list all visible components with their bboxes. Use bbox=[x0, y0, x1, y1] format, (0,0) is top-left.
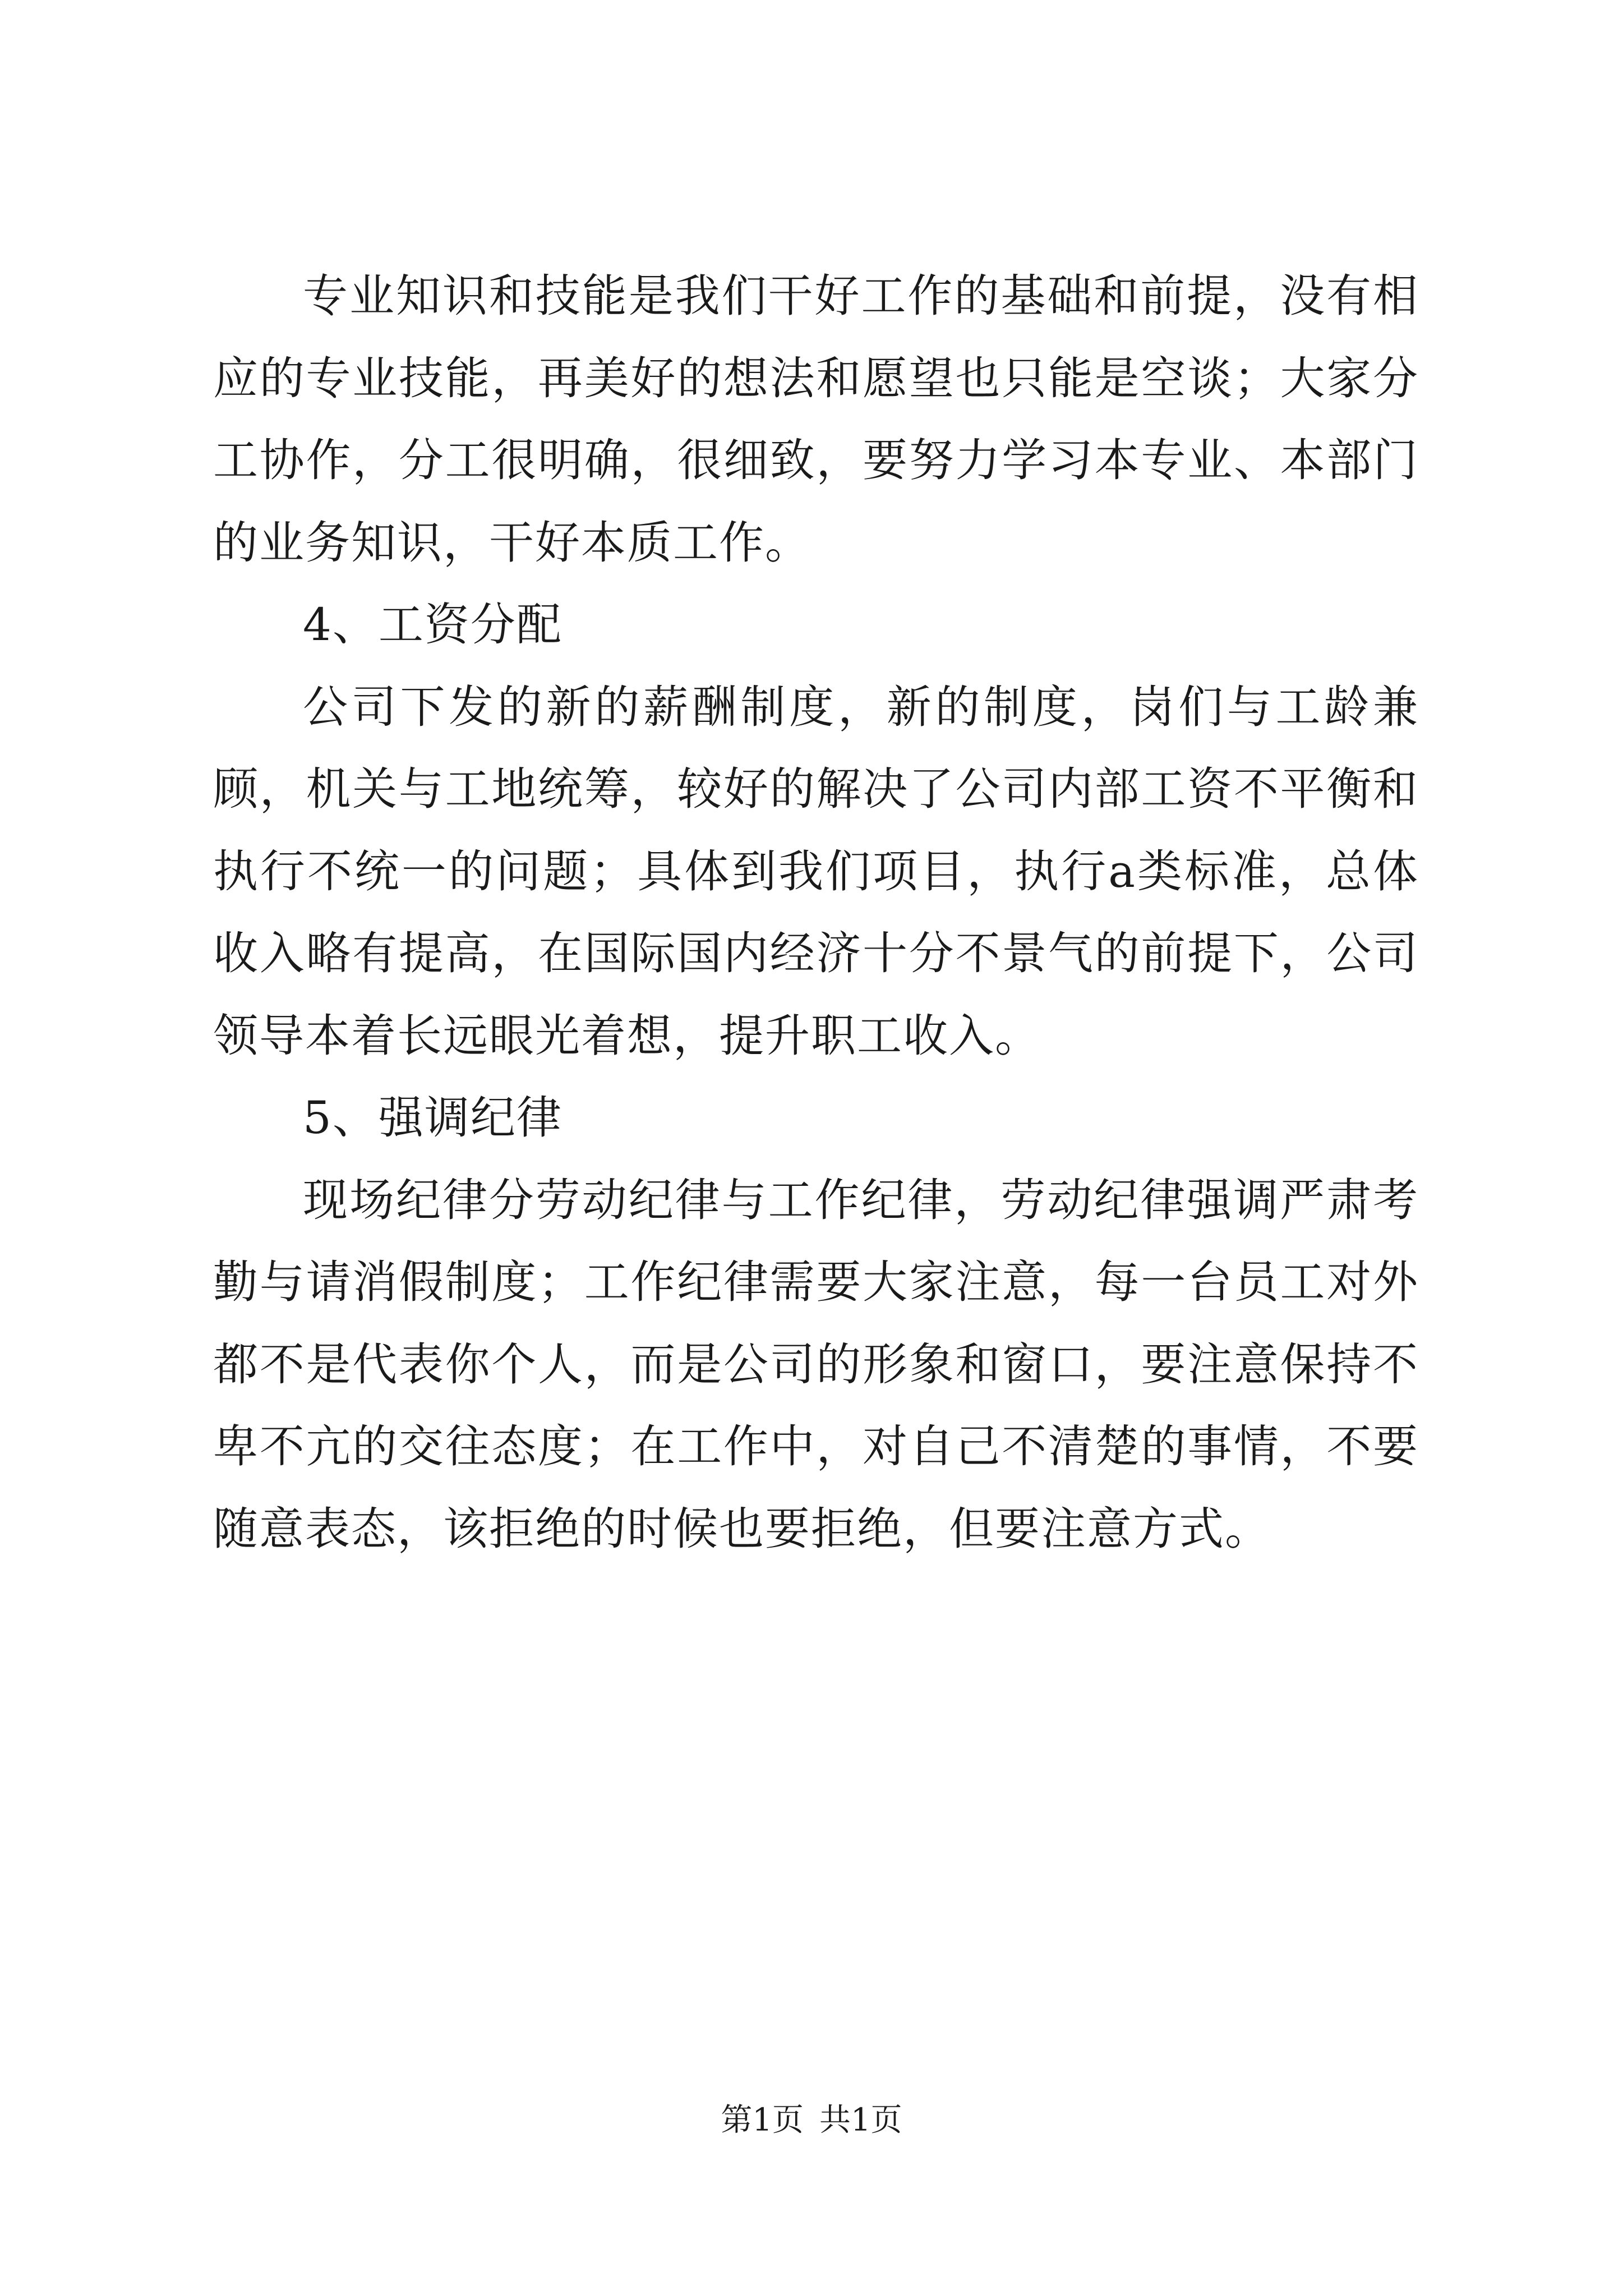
paragraph-professional-skills: 专业知识和技能是我们干好工作的基础和前提，没有相应的专业技能，再美好的想法和愿望也只能是空谈；大家分工协作，分工很明确，很细致，要努力学习本专业、本部门的业务知识，干好本质工作。 bbox=[213, 270, 1419, 569]
paragraph-salary-distribution: 公司下发的新的薪酬制度，新的制度，岗们与工龄兼顾，机关与工地统筹，较好的解决了公司内部工资不平衡和执行不统一的问题；具体到我们项目，执行a类标准，总体收入略有提高，在国际国内经济十分不景气的前提下，公司领导本着长远眼光着想，提升职工收入。 bbox=[213, 680, 1419, 1062]
heading-discipline: 5、强调纪律 bbox=[303, 1092, 562, 1144]
paragraph-discipline: 现场纪律分劳动纪律与工作纪律，劳动纪律强调严肃考勤与请消假制度；工作纪律需要大家注意，每一台员工对外都不是代表你个人，而是公司的形象和窗口，要注意保持不卑不亢的交往态度；在工作中，对自己不清楚的事情，不要随意表态，该拒绝的时候也要拒绝，但要注意方式。 bbox=[213, 1174, 1419, 1555]
page-total: 共1页 bbox=[819, 2102, 902, 2138]
heading-salary-distribution: 4、工资分配 bbox=[303, 599, 562, 651]
page-number: 第1页 bbox=[721, 2102, 804, 2138]
document-body bbox=[213, 255, 1419, 1570]
page-footer bbox=[0, 2101, 1623, 2140]
